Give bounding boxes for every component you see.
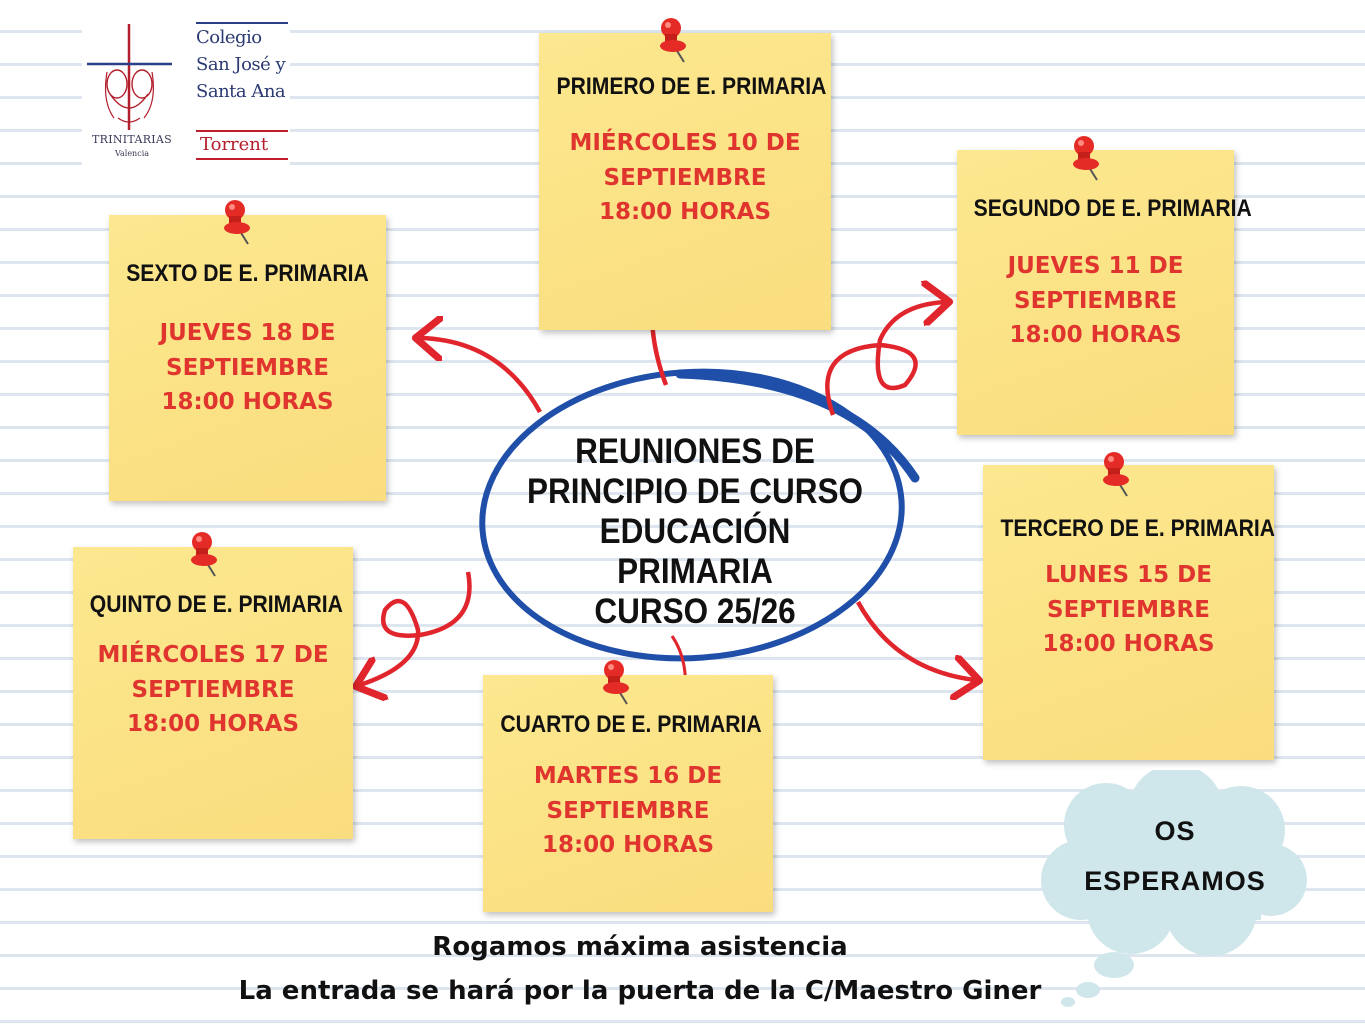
note-quinto [73, 547, 353, 839]
note-sexto [109, 215, 386, 501]
note-title: CUARTO DE E. PRIMARIA [500, 711, 762, 738]
logo-order-name: TRINITARIAS [91, 133, 173, 146]
center-title-line-2: PRINCIPIO DE CURSO [526, 472, 864, 511]
note-time: 18:00 HORAS [1042, 631, 1215, 657]
logo-line-3: Santa Ana [196, 81, 286, 102]
note-month: SEPTIEMBRE [166, 354, 329, 381]
note-day: MIÉRCOLES 10 DE [569, 130, 801, 156]
cloud-line-2: ESPERAMOS [1084, 866, 1266, 896]
center-title-line-1: REUNIONES DE [575, 432, 815, 471]
arrow-to-quinto [360, 572, 469, 685]
push-pin-icon [595, 658, 635, 710]
logo-school-city: Torrent [196, 130, 288, 160]
note-day: JUEVES 18 DE [159, 320, 336, 346]
logo-order-city: Valencia [114, 149, 150, 158]
school-logo [82, 22, 290, 178]
note-primero [539, 33, 831, 330]
footer-line-1: Rogamos máxima asistencia [432, 932, 848, 962]
push-pin-icon [1065, 134, 1105, 186]
note-date [957, 249, 1234, 353]
note-tercero [983, 465, 1274, 760]
note-month: SEPTIEMBRE [546, 797, 710, 824]
note-title: SEGUNDO DE E. PRIMARIA [973, 195, 1252, 222]
note-date [983, 558, 1274, 662]
note-day: MIÉRCOLES 17 DE [97, 642, 329, 668]
note-day: JUEVES 11 DE [1007, 253, 1184, 279]
note-time: 18:00 HORAS [541, 832, 715, 858]
note-title: PRIMERO DE E. PRIMARIA [556, 73, 827, 100]
footer-line-2: La entrada se hará por la puerta de la C/Maestro Giner [238, 976, 1042, 1006]
note-date [483, 759, 773, 863]
note-day: MARTES 16 DE [533, 763, 723, 789]
center-title-line-4: CURSO 25/26 [594, 592, 796, 631]
note-time: 18:00 HORAS [126, 711, 300, 737]
note-month: SEPTIEMBRE [131, 676, 295, 703]
cloud-line-1: OS [1154, 816, 1196, 846]
note-time: 18:00 HORAS [598, 199, 772, 225]
note-month: SEPTIEMBRE [603, 164, 767, 191]
note-month: SEPTIEMBRE [1014, 287, 1177, 314]
center-title-line-3: EDUCACIÓN PRIMARIA [599, 512, 791, 591]
note-month: SEPTIEMBRE [1047, 596, 1210, 623]
arrow-to-segundo [827, 302, 945, 415]
push-pin-icon [183, 530, 223, 582]
note-segundo [957, 150, 1252, 435]
push-pin-icon [652, 16, 692, 68]
logo-line-2: San José y [196, 54, 286, 75]
note-title: SEXTO DE E. PRIMARIA [126, 260, 369, 287]
note-day: LUNES 15 DE [1045, 562, 1212, 588]
note-date [539, 126, 831, 230]
arrow-to-sexto [420, 338, 540, 412]
arrow-to-tercero [858, 602, 975, 680]
note-time: 18:00 HORAS [1009, 322, 1182, 348]
note-date [73, 638, 353, 742]
note-title: TERCERO DE E. PRIMARIA [1000, 515, 1276, 542]
push-pin-icon [1095, 450, 1135, 502]
note-time: 18:00 HORAS [161, 389, 334, 415]
note-title: QUINTO DE E. PRIMARIA [89, 591, 343, 618]
logo-school-name [196, 22, 288, 174]
logo-line-1: Colegio [196, 27, 262, 48]
note-date [109, 316, 386, 420]
push-pin-icon [216, 198, 256, 250]
center-title [520, 432, 871, 632]
note-cuarto [483, 675, 773, 912]
